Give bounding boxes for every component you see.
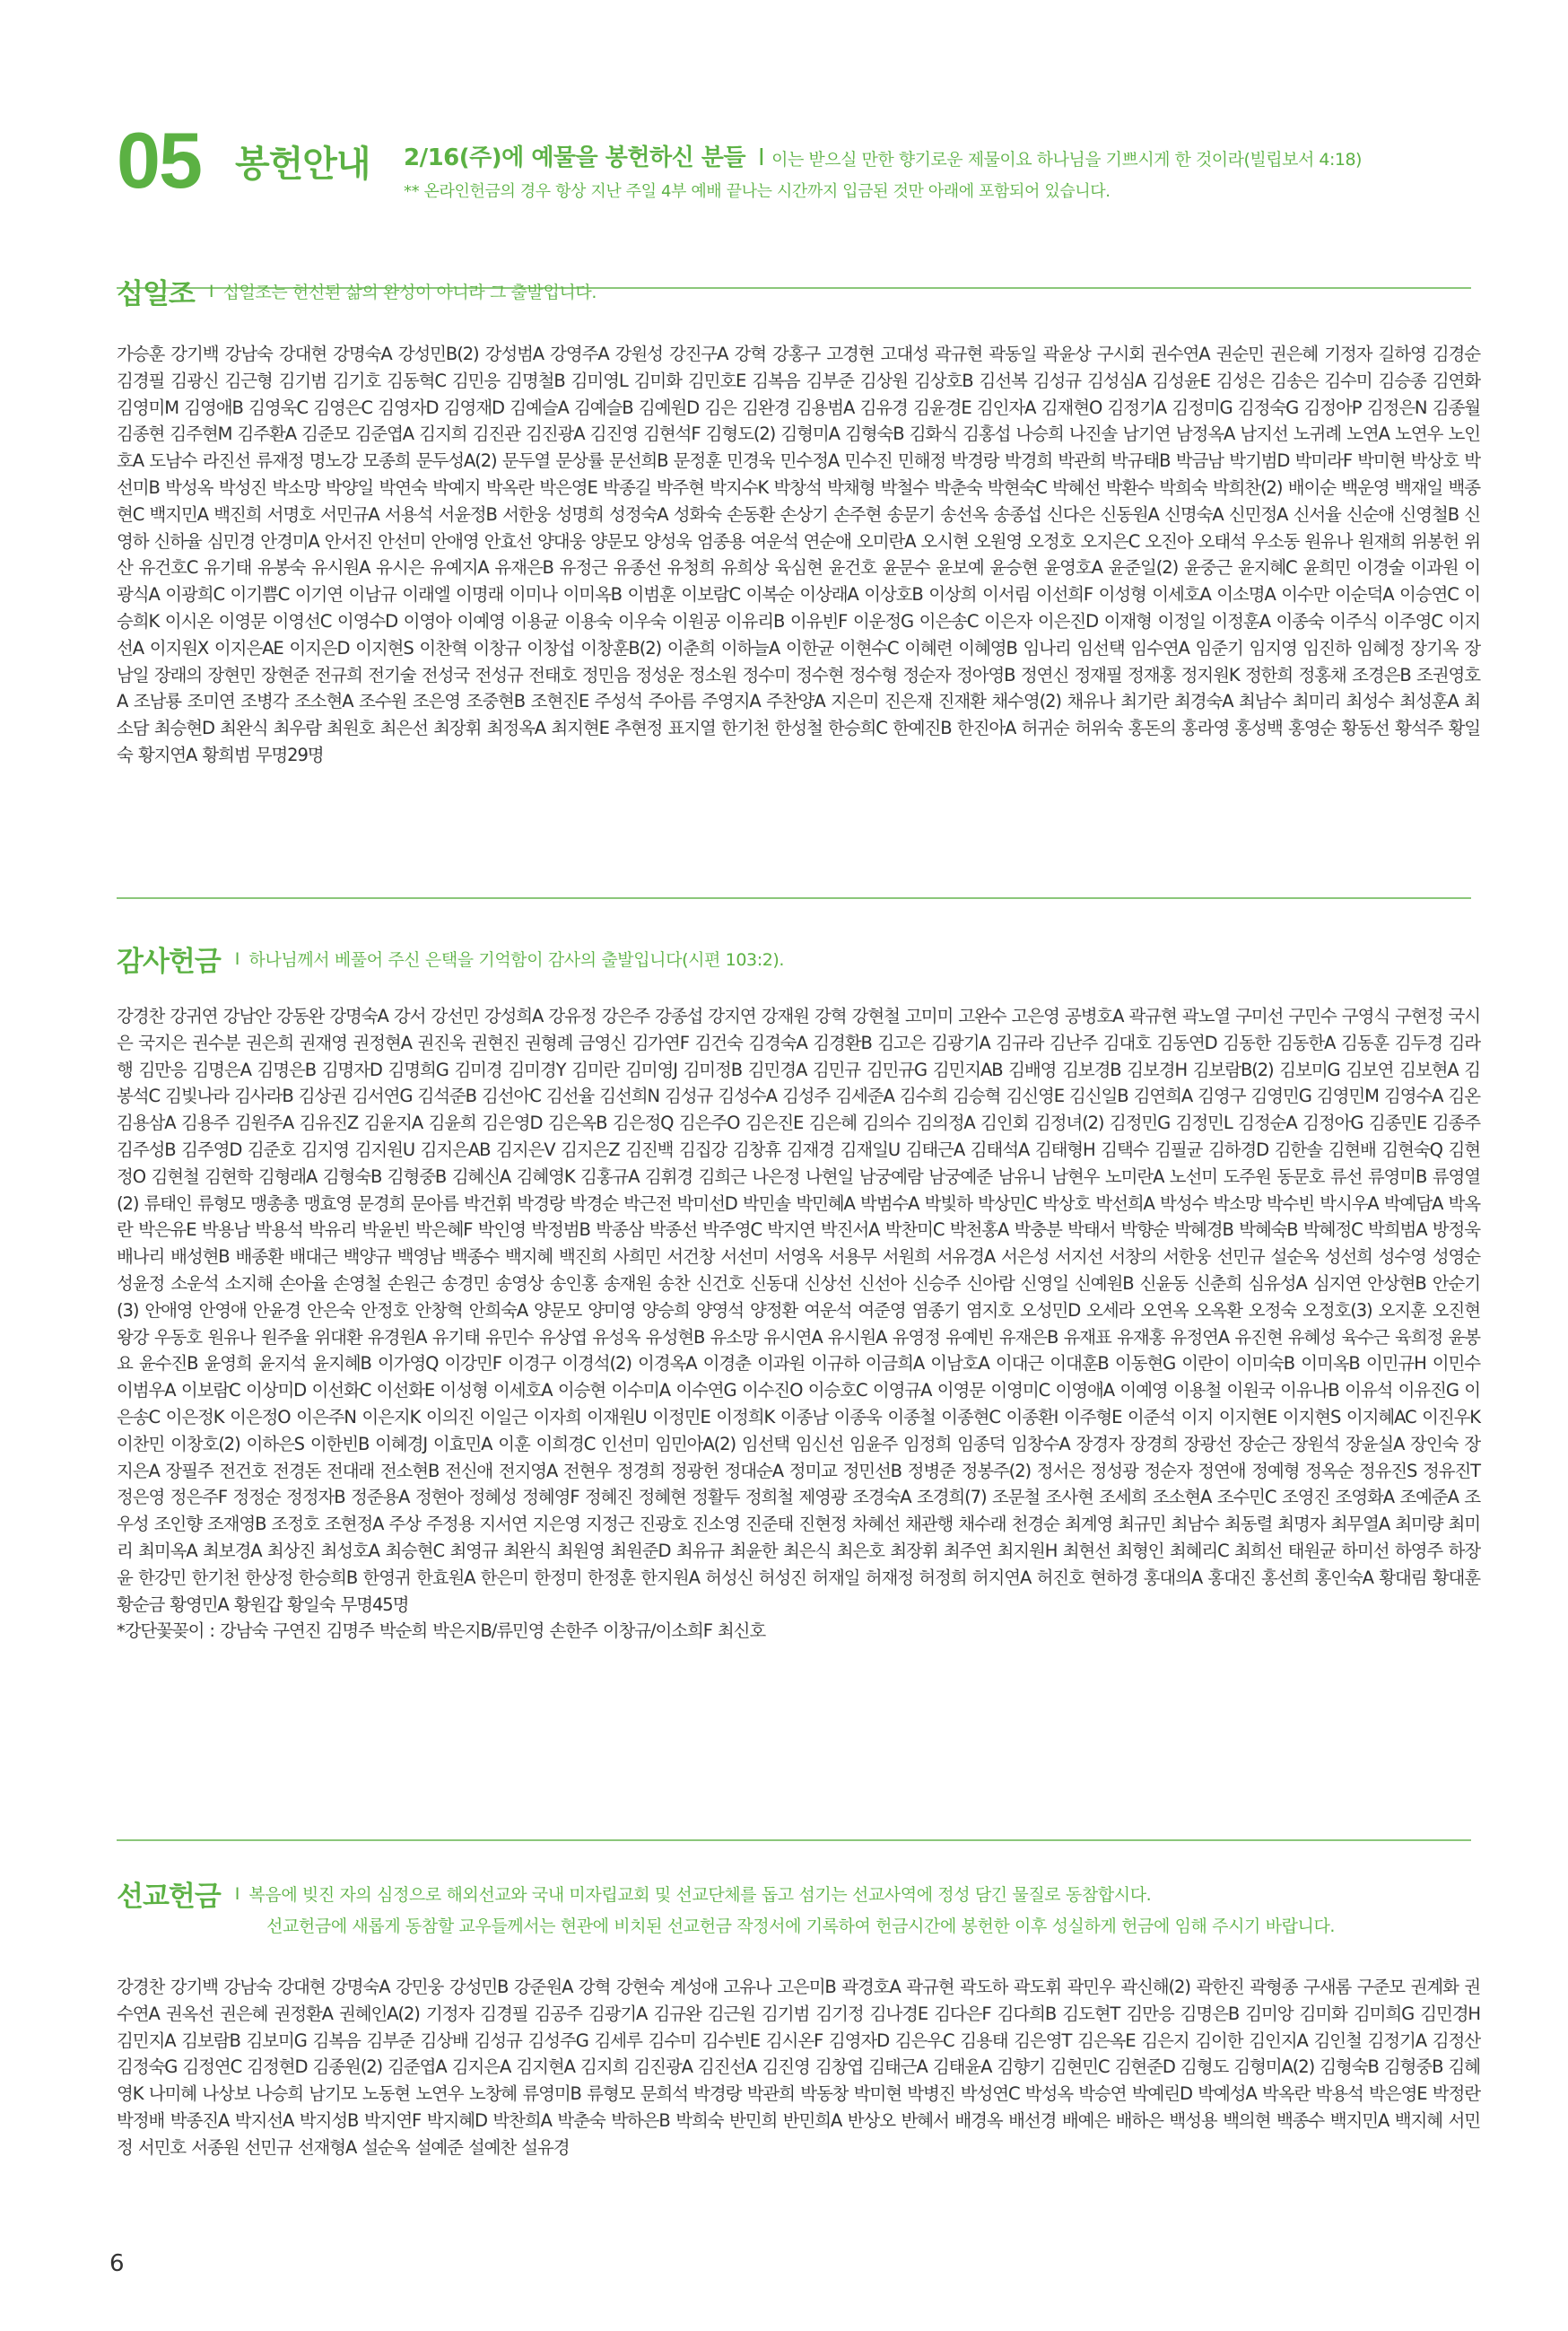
section-number: 05: [117, 116, 201, 205]
section-title: 봉헌안내: [235, 144, 370, 185]
header-verse: 이는 받으실 만한 향기로운 제물이요 하나님을 기쁘시게 한 것이라(빌립보서 4:18): [771, 150, 1362, 170]
page-number: 6: [109, 2250, 125, 2277]
tithe-subtitle: 십일조는 헌신된 삶의 완성이 아니라 그 출발입니다.: [222, 283, 597, 302]
divider-thanks: [117, 897, 1471, 899]
header-separator: I: [757, 144, 765, 171]
thanks-heading: [117, 939, 1498, 979]
offering-date-heading: [404, 139, 1362, 172]
offering-date-title: 2/16(주)에 예물을 봉헌하신 분들: [404, 144, 745, 171]
mission-title: 선교헌금: [117, 1881, 221, 1913]
tithe-heading: [117, 271, 1498, 311]
mission-separator: I: [234, 1883, 240, 1904]
thanks-subtitle: 하나님께서 베풀어 주신 은택을 기억함이 감사의 출발입니다(시편 103:2).: [248, 950, 785, 970]
mission-subtitle: 복음에 빚진 자의 심정으로 해외선교와 국내 미자립교회 및 선교단체를 돕고 섬기는 선교사역에 정성 담긴 물질로 동참합시다.: [248, 1885, 1152, 1905]
online-offering-note: ** 온라인헌금의 경우 항상 지난 주일 4부 예배 끝나는 시간까지 입금된 것만 아래에 포함되어 있습니다.: [404, 182, 1111, 201]
thanks-names: [117, 1003, 1480, 1645]
altar-flowers-note: *강단꽃꽂이 : 강남숙 구연진 김명주 박순희 박은지B/류민영 손한주 이창규/이소희F 최신호: [117, 1620, 766, 1642]
thanks-title: 감사헌금: [117, 946, 221, 978]
tithe-title: 십일조: [117, 278, 195, 310]
mission-heading: [117, 1873, 1498, 1936]
mission-subtitle-2: 선교헌금에 새롭게 동참할 교우들께서는 현관에 비치된 선교헌금 작정서에 기록하여 헌금시간에 봉헌한 이후 성실하게 헌금에 임해 주시기 바랍니다.: [266, 1916, 1336, 1936]
thanks-separator: I: [234, 948, 240, 969]
mission-names: 강경찬 강기백 강남숙 강대현 강명숙A 강민웅 강성민B 강준원A 강혁 강현숙 계성애 고유나 고은미B 곽경호A 곽규현 곽도하 곽도휘 곽민우 곽신해(2) 곽한진 곽형종 구새롬 구준모 권계화 권수연A 권옥선 권은혜 권정환A 권혜인A(2) 기정자 김경필 김공주 김광기A 김규완 김근원 김기범 김기정 김나경E 김다은F 김다희B 김도현T 김만응 김명은B 김미앙 김미화 김미희G 김민경H 김민지A 김보람B 김보미G 김복음 김부준 김상배 김성규 김성주G 김세루 김수미 김수빈E 김시온F 김영자D 김은우C 김용태 김은영T 김은옥E 김은지 김이한 김인지A 김인철 김정기A 김정산 김정숙G 김정연C 김정현D 김종원(2) 김준엽A 김지은A 김지현A 김지희 김진광A 김진선A 김진영 김창엽 김태근A 김태윤A 김향기 김현민C 김현준D 김형도 김형미A(2) 김형숙B 김형중B 김혜영K 나미혜 나상보 나승희 남기모 노동현 노연우 노창혜 류영미B 류형모 문희석 박경랑 박관희 박동창 박미현 박병진 박성연C 박성옥 박승연 박예린D 박예성A 박옥란 박용석 박은영E 박정란 박정배 박종진A 박지선A 박지성B 박지연F 박지혜D 박찬희A 박춘숙 박하은B 박희숙 반민희 반민희A 반상오 반혜서 배경옥 배선경 배예은 배하은 백성용 백의현 백종수 백지민A 백지혜 서민정 서민호 서종원 선민규 선재형A 설순옥 설예준 설예찬 설유경: [117, 1977, 1480, 2158]
thanks-name-list: 강경찬 강귀연 강남안 강동완 강명숙A 강서 강선민 강성희A 강유정 강은주 강종섭 강지연 강재원 강혁 강현철 고미미 고완수 고은영 공병호A 곽규현 곽노열 구미선 구민수 구영식 구현정 국시은 국지은 권수분 권은희 권재영 권정현A 권진욱 권현진 권형례 금영신 김가연F 김건숙 김경숙A 김경환B 김고은 김광기A 김규라 김난주 김대호 김동연D 김동한 김동한A 김동훈 김두경 김라행 김만응 김명은A 김명은B 김명자D 김명희G 김미경 김미경Y 김미란 김미영J 김미정B 김민경A 김민규 김민규G 김민지AB 김배영 김보경B 김보경H 김보람B(2) 김보미G 김보연 김보현A 김봉석C 김빛나라 김사라B 김상권 김서연G 김석준B 김선아C 김선율 김선희N 김성규 김성수A 김성주 김세준A 김수희 김승혁 김신영E 김신일B 김연희A 김영구 김영민G 김영민M 김영수A 김온 김용삼A 김용주 김원주A 김유진Z 김윤지A 김윤희 김은영D 김은옥B 김은정Q 김은주O 김은진E 김은혜 김의수 김의정A 김인회 김정녀(2) 김정민G 김정민L 김정순A 김정아G 김종민E 김종주 김주성B 김주영D 김준호 김지영 김지원U 김지은AB 김지은V 김지은Z 김진백 김집강 김창휴 김재경 김재일U 김태근A 김태석A 김태형H 김택수 김필균 김하경D 김한솔 김현배 김현숙Q 김현정O 김현철 김현학 김형래A 김형숙B 김형중B 김혜신A 김혜영K 김홍규A 김휘경 김희근 나은정 나현일 남궁예람 남궁예준 남유니 남현우 노미란A 노선미 도주원 동문호 류선 류영미B 류영열(2) 류태인 류형모 맹총총 맹효영 문경희 문아름 박건휘 박경랑 박경순 박근전 박미선D 박민솔 박민혜A 박범수A 박빛하 박상민C 박상호 박선희A 박성수 박소망 박수빈 박시우A 박예담A 박옥란 박은유E 박용남 박용석 박유리 박윤빈 박은혜F 박인영 박정범B 박종삼 박종선 박주영C 박지연 박진서A 박찬미C 박천홍A 박충분 박태서 박향순 박혜경B 박혜숙B 박혜정C 박희범A 방정욱 배나리 배성현B 배종환 배대근 백양규 백영남 백종수 백지혜 백진희 사희민 서건창 서선미 서영옥 서용무 서원희 서유경A 서은성 서지선 서창의 서한웅 선민규 설순옥 성선희 성수영 성영순 성윤정 소운석 소지해 손아율 손영철 손원근 송경민 송영상 송인홍 송재원 송찬 신건호 신동대 신상선 신선아 신승주 신아람 신영일 신예원B 신윤동 신춘희 심유성A 심지연 안상현B 안순기(3) 안애영 안영애 안윤경 안은숙 안정호 안창혁 안희숙A 양문모 양미영 양승희 양영석 양정환 여운석 여준영 염종기 염지호 오성민D 오세라 오연옥 오옥환 오정숙 오정호(3) 오지훈 오진현 왕강 우동호 원유나 원주율 위대환 유경원A 유기태 유민수 유상엽 유성옥 유성현B 유소망 유시연A 유시원A 유영정 유예빈 유재은B 유재표 유재홍 유정연A 유진현 유혜성 육수근 육희정 윤봉요 윤수진B 윤영희 윤지석 윤지혜B 이가영Q 이강민F 이경구 이경석(2) 이경옥A 이경춘 이과원 이규하 이금희A 이남호A 이대근 이대훈B 이동현G 이란이 이미숙B 이미옥B 이민규H 이민수 이범우A 이보람C 이상미D 이선화C 이선화E 이성형 이세호A 이승현 이수미A 이수연G 이수진O 이승호C 이영규A 이영문 이영미C 이영애A 이예영 이용철 이원국 이유나B 이유석 이유진G 이은송C 이은정K 이은정O 이은주N 이은지K 이의진 이일근 이자희 이재원U 이정민E 이정희K 이종남 이종욱 이종철 이종현C 이종환I 이주형E 이준석 이지 이지현E 이지현S 이지혜AC 이진우K 이찬민 이창호(2) 이하은S 이한빈B 이혜경J 이효민A 이훈 이희경C 인선미 임민아A(2) 임선택 임신선 임윤주 임정희 임종덕 임창수A 장경자 장경희 장광선 장순근 장원석 장윤실A 장인숙 장지은A 장필주 전건호 전경돈 전대래 전소현B 전신애 전지영A 전현우 정경희 정광헌 정대순A 정미교 정민선B 정병준 정봉주(2) 정서은 정성광 정순자 정연애 정예형 정옥순 정유진S 정유진T 정은영 정은주F 정정순 정정자B 정준용A 정현아 정혜성 정혜영F 정혜진 정혜현 정활두 정희철 제영광 조경숙A 조경희(7) 조문철 조사현 조세희 조소현A 조수민C 조영진 조영화A 조예준A 조우성 조인향 조재영B 조정호 조현정A 주상 주정용 지서연 지은영 지정근 진광호 진소영 진준태 진현정 차혜선 채관행 채수래 천경순 최계영 최규민 최남수 최동렬 최명자 최무열A 최미량 최미리 최미옥A 최보경A 최상진 최성호A 최승현C 최영규 최완식 최원영 최원준D 최유규 최윤한 최은식 최은호 최장휘 최주연 최지원H 최현선 최형인 최혜리C 최희선 태원균 하미선 하영주 하장윤 한강민 한기천 한상정 한승희B 한영귀 한효원A 한은미 한정미 한정훈 한지원A 허성신 허성진 허재일 허재정 허정희 허지연A 허진호 현하경 홍대의A 홍대진 홍선희 홍인숙A 황대림 황대훈 황순금 황영민A 황원갑 황일숙 무명45명: [117, 1006, 1480, 1615]
divider-mission: [117, 1839, 1471, 1841]
page-header: [117, 116, 1480, 211]
tithe-separator: I: [208, 281, 214, 301]
tithe-names: 가승훈 강기백 강남숙 강대현 강명숙A 강성민B(2) 강성범A 강영주A 강원성 강진구A 강혁 강홍구 고경현 고대성 곽규현 곽동일 곽윤상 구시회 권수연A 권순민 권은혜 기정자 길하영 김경순 김경필 김광신 김근형 김기범 김기호 김동혁C 김민응 김명철B 김미영L 김미화 김민호E 김복음 김부준 김상원 김상호B 김선복 김성규 김성심A 김성윤E 김성은 김송은 김수미 김승종 김연화 김영미M 김영애B 김영욱C 김영은C 김영자D 김영재D 김예슬A 김예슬B 김예원D 김은 김완경 김용범A 김유경 김윤경E 김인자A 김재현O 김정기A 김정미G 김정숙G 김정아P 김정은N 김종월 김종현 김주현M 김주환A 김준모 김준엽A 김지희 김진관 김진광A 김진영 김현석F 김형도(2) 김형미A 김형숙B 김화식 김홍섭 나승희 나진솔 남기연 남정옥A 남지선 노귀례 노연A 노연우 노인호A 도남수 라진선 류재정 명노강 모종희 문두성A(2) 문두열 문상률 문선희B 문정훈 민경욱 민수정A 민수진 민해정 박경랑 박경희 박관희 박규태B 박금남 박기범D 박미라F 박미현 박상호 박선미B 박성옥 박성진 박소망 박양일 박연숙 박예지 박옥란 박은영E 박종길 박주현 박지수K 박창석 박채형 박철수 박춘숙 박현숙C 박혜선 박환수 박희숙 박희찬(2) 배이순 백운영 백재일 백종현C 백지민A 백진희 서명호 서민규A 서용석 서윤정B 서한웅 성명희 성정숙A 성화숙 손동환 손상기 손주현 송문기 송선옥 송종섭 신다은 신동원A 신명숙A 신민정A 신서율 신순애 신영철B 신영하 신하율 심민경 안경미A 안서진 안선미 안애영 안효선 양대웅 양문모 양성욱 엄종용 여운석 연순애 오미란A 오시현 오원영 오정호 오지은C 오진아 오태석 우소동 원유나 원재희 위봉헌 위산 유건호C 유기태 유봉숙 유시원A 유시은 유예지A 유재은B 유정근 유종선 유청희 유희상 육심현 윤건호 윤문수 윤보예 윤승현 윤영호A 윤준일(2) 윤중근 윤지혜C 윤희민 이경술 이과원 이광식A 이광희C 이기쁨C 이기연 이남규 이래엘 이명래 이미나 이미옥B 이범훈 이보람C 이복순 이상래A 이상호B 이상희 이서림 이선희F 이성형 이세호A 이소명A 이수만 이순덕A 이승연C 이승희K 이시온 이영문 이영선C 이영수D 이영아 이예영 이용균 이용숙 이우숙 이원공 이유리B 이유빈F 이운정G 이은송C 이은자 이은진D 이재형 이정일 이정훈A 이종숙 이주식 이주영C 이지선A 이지원X 이지은AE 이지은D 이지현S 이찬혁 이창규 이창섭 이창훈B(2) 이춘희 이하늘A 이한균 이현수C 이혜련 이혜영B 임나리 임선택 임수연A 임준기 임지영 임진하 임혜정 장기옥 장남일 장래의 장현민 장현준 전규희 전기술 전성국 전성규 전태호 정민음 정성운 정소원 정수미 정수현 정수형 정순자 정아영B 정연신 정재필 정재홍 정지원K 정한희 정홍채 조경은B 조권영호A 조남룡 조미연 조병각 조소현A 조수원 조은영 조중현B 조현진E 주성석 주아름 주영지A 주찬양A 지은미 진은재 진재환 채수영(2) 채유나 최기란 최경숙A 최남수 최미리 최성수 최성훈A 최소담 최승현D 최완식 최우람 최원호 최은선 최장휘 최정옥A 최지현E 추현정 표지열 한기천 한성철 한승희C 한예진B 한진아A 허귀순 허위숙 홍돈의 홍라영 홍성백 홍영순 황동선 황석주 황일숙 황지연A 황희범 무명29명: [117, 344, 1480, 765]
